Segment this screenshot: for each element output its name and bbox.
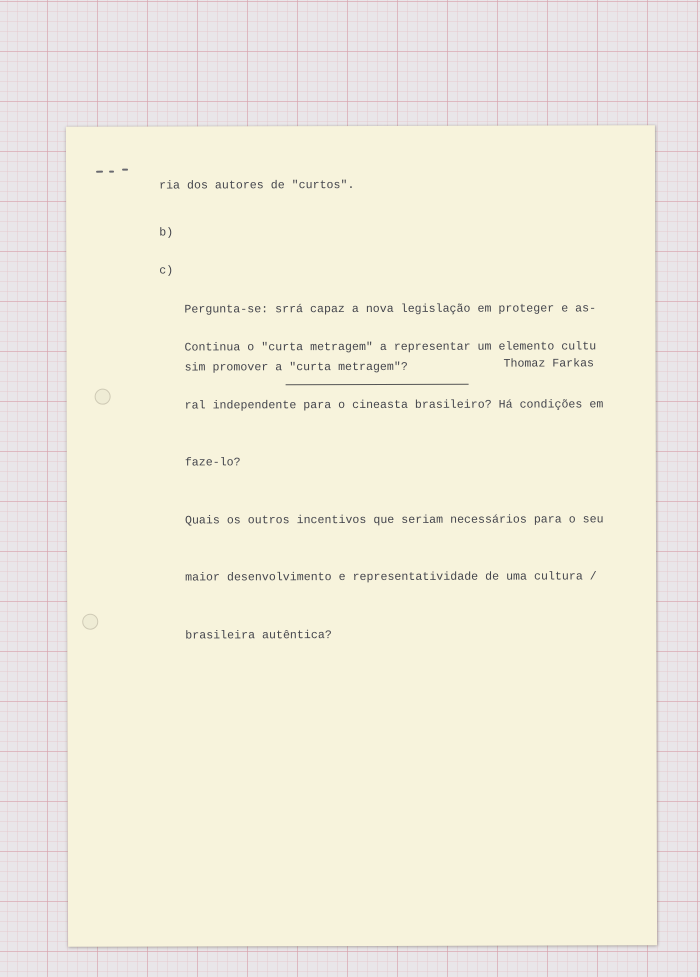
item-c-marker: c) bbox=[159, 264, 174, 278]
item-c-line: faze-lo? bbox=[184, 456, 241, 470]
item-b-marker: b) bbox=[159, 226, 174, 240]
item-c-line: Continua o "curta metragem" a representar um elemento cultu bbox=[184, 340, 597, 355]
typed-page bbox=[66, 125, 657, 947]
item-c bbox=[159, 241, 604, 722]
ink-dash-marks bbox=[96, 171, 132, 175]
punch-hole-bottom bbox=[82, 614, 98, 630]
item-c-line: ral independente para o cineasta brasileiro? Há condições em bbox=[184, 397, 604, 413]
signature: Thomaz Farkas bbox=[503, 357, 595, 371]
item-b-line: Pergunta-se: srrá capaz a nova legislação em proteger e as- bbox=[184, 302, 597, 317]
continuation-line: ria dos autores de "curtos". bbox=[159, 179, 355, 193]
item-c-line: maior desenvolvimento e representatividade de uma cultura / bbox=[185, 570, 597, 585]
item-c-line: Quais os outros incentivos que seriam necessários para o seu bbox=[184, 513, 604, 528]
punch-hole-top bbox=[95, 389, 111, 405]
item-b-line: sim promover a "curta metragem"? bbox=[184, 360, 408, 375]
item-c-line: brasileira autêntica? bbox=[185, 629, 332, 643]
